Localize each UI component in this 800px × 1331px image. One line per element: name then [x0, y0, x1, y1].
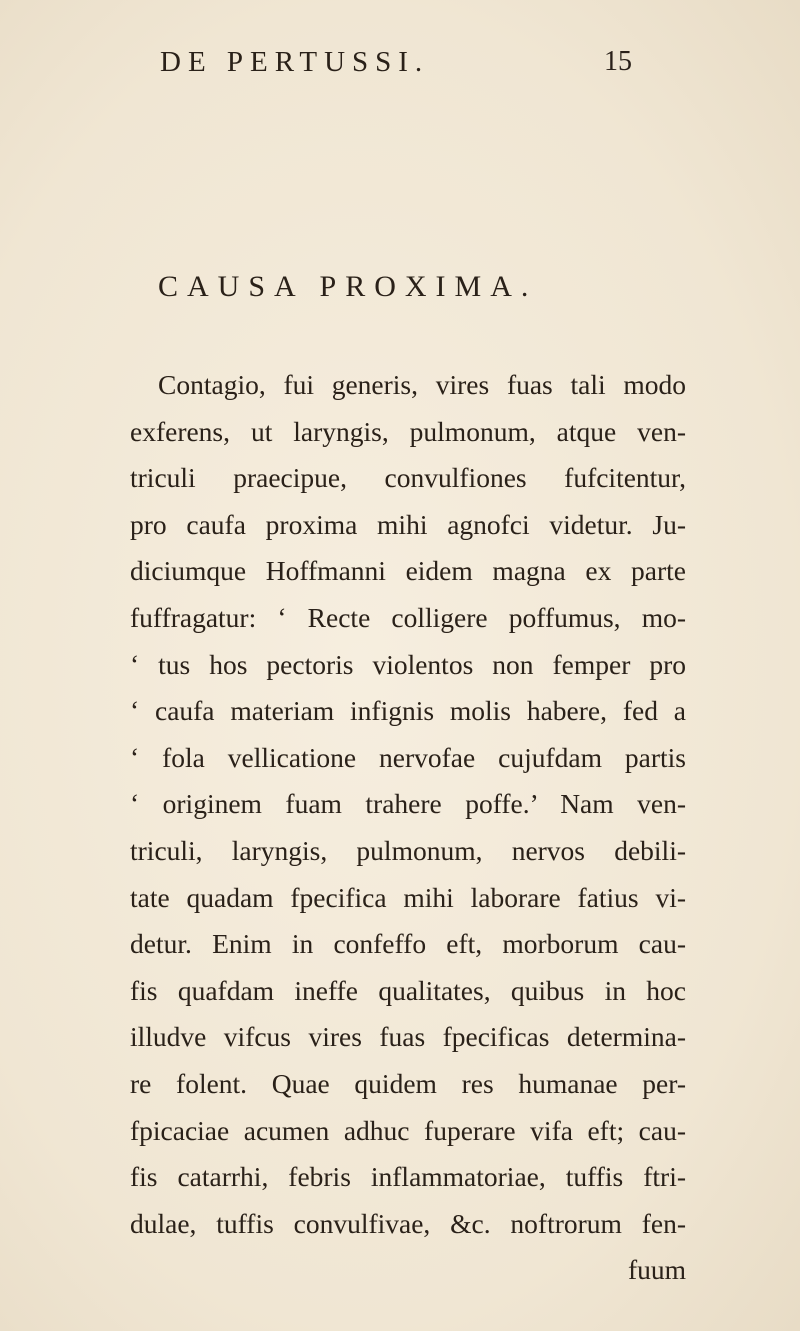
text-line: diciumque Hoffmanni eidem magna ex parte	[130, 555, 686, 587]
text-line: triculi, laryngis, pulmonum, nervos debili-	[130, 834, 686, 866]
text-line: illudve vifcus vires fuas fpecificas determina-	[130, 1021, 686, 1053]
text-line: fpicaciae acumen adhuc fuperare vifa eft; cau-	[130, 1114, 686, 1146]
text-line: triculi praecipue, convulfiones fufcitentur,	[130, 462, 686, 494]
text-line: fuum	[627, 1254, 686, 1286]
text-line: ‘ fola vellicatione nervofae cujufdam partis	[130, 741, 686, 773]
text-line: dulae, tuffis convulfivae, &c. noftrorum fen-	[130, 1207, 686, 1239]
text-line: tate quadam fpecifica mihi laborare fatius vi-	[130, 881, 686, 913]
text-line: re folent. Quae quidem res humanae per-	[130, 1067, 686, 1099]
section-title: CAUSA PROXIMA.	[158, 270, 538, 303]
page-number: 15	[604, 46, 632, 77]
text-line: ‘ originem fuam trahere poffe.’ Nam ven-	[130, 788, 686, 820]
text-line: ‘ tus hos pectoris violentos non femper pro	[130, 648, 686, 680]
body-text	[130, 362, 686, 1294]
text-line: ‘ caufa materiam infignis molis habere, fed a	[130, 695, 686, 727]
running-title: DE PERTUSSI.	[160, 46, 430, 78]
text-line: Contagio, fui generis, vires fuas tali modo	[158, 369, 686, 400]
text-line: pro caufa proxima mihi agnofci videtur. Ju-	[130, 508, 686, 540]
text-line: detur. Enim in confeffo eft, morborum cau-	[130, 928, 686, 960]
text-line: exferens, ut laryngis, pulmonum, atque ven-	[130, 415, 686, 447]
text-line: fuffragatur: ‘ Recte colligere poffumus, mo-	[130, 601, 686, 633]
text-line: fis quafdam ineffe qualitates, quibus in hoc	[130, 974, 686, 1006]
text-line: fis catarrhi, febris inflammatoriae, tuffis ftri-	[130, 1161, 686, 1193]
